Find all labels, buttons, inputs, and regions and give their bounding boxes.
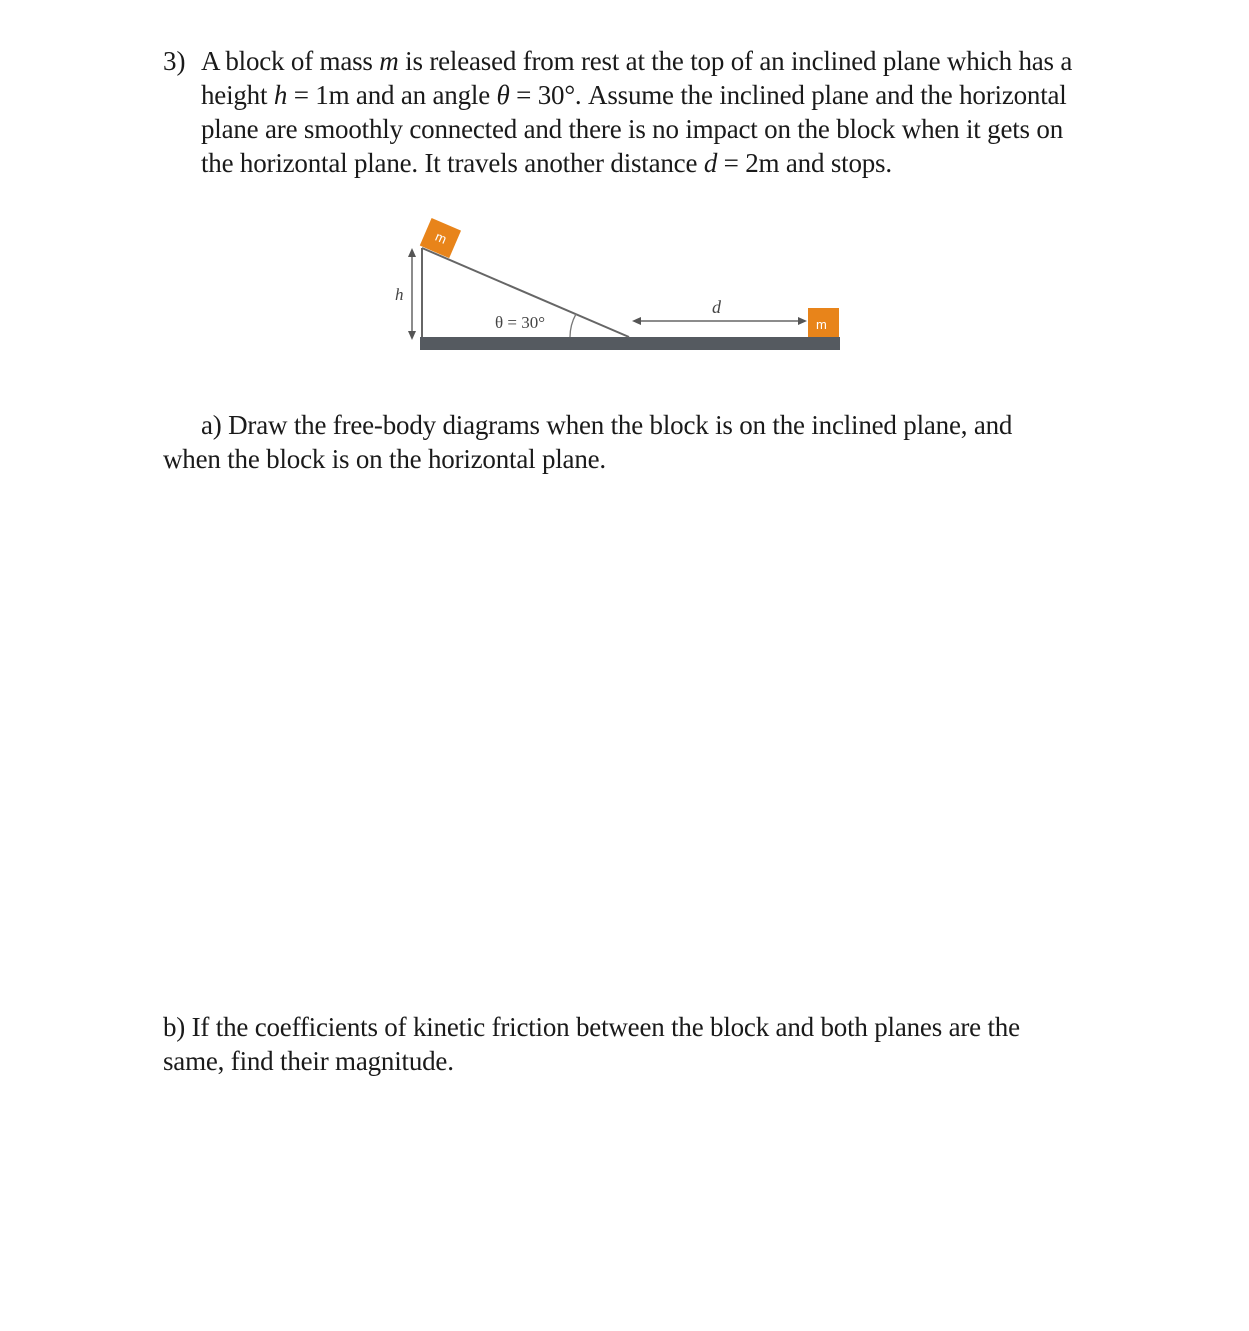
distance-label: d	[712, 297, 721, 317]
problem-statement: A block of mass m is released from rest at the top of an inclined plane which has a height h = 1m and an angle θ = 30°. Assume the inclined plane and the horizontal plane are smoothly connected and there is no impact on the block when it gets on the horizontal plane. It travels another distance d = 2m and stops.	[201, 46, 1073, 178]
ground-surface	[420, 337, 840, 350]
height-arrow-head-up	[408, 248, 416, 257]
distance-arrow-head-left	[632, 317, 641, 325]
height-label: h	[395, 285, 404, 304]
distance-arrow-head-right	[798, 317, 807, 325]
block-on-incline-label: m	[433, 228, 449, 247]
part-a-question: a) Draw the free-body diagrams when the block is on the inclined plane, and when the block is on the horizontal plane.	[163, 410, 1013, 474]
block-on-incline	[420, 218, 461, 258]
part-b-question: b) If the coefficients of kinetic friction between the block and both planes are the same, find their magnitude.	[163, 1012, 1020, 1076]
incline-diagram	[380, 215, 860, 365]
angle-label: θ = 30°	[495, 313, 546, 332]
problem-3	[163, 44, 1083, 180]
problem-number: 3)	[163, 46, 186, 76]
height-arrow-head-down	[408, 331, 416, 340]
block-on-ground-label: m	[816, 317, 827, 332]
angle-arc	[570, 314, 576, 337]
